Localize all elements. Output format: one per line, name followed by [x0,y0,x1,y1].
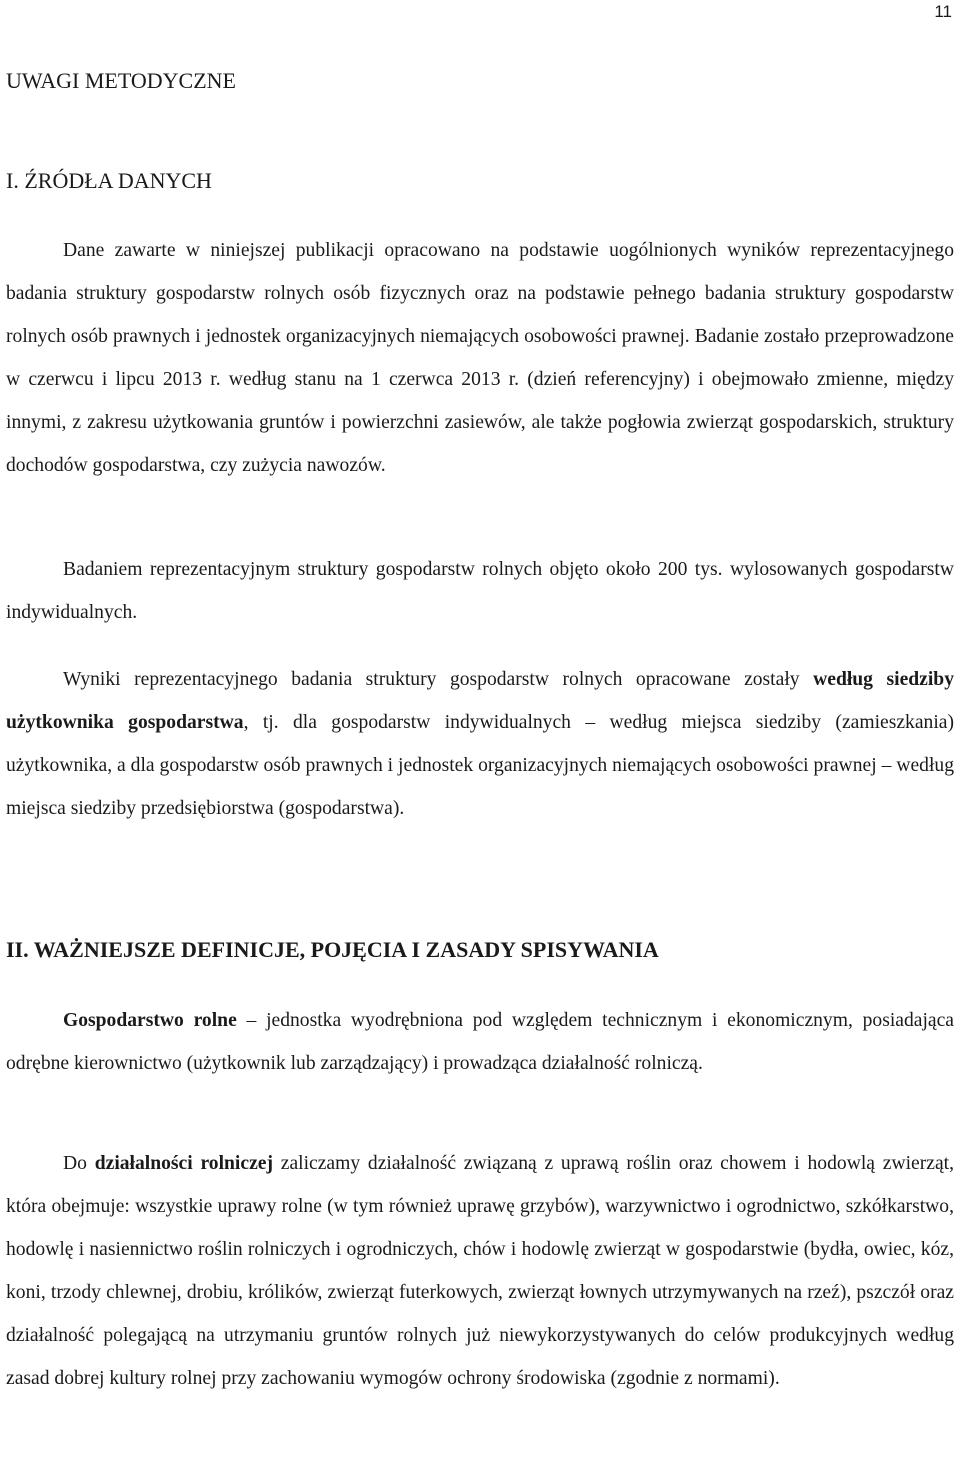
definition-text-dzialalnosc-rolnicza: zaliczamy działalność związaną z uprawą roślin oraz chowem i hodowlą zwierząt, która obejmuje: wszystkie uprawy rolne (w tym również uprawę grzybów), warzywnictwo i ogrodnictwo, szkółkarstwo, hodowlę i nasiennictwo roślin rolniczych i ogrodniczych, chów i hodowlę zwierząt w gospodarstwie (bydła, owiec, kóz, koni, trzody chlewnej, drobiu, królików, zwierząt futerkowych, zwierząt łownych utrzymywanych na rzeź), pszczół oraz działalność polegającą na utrzymaniu gruntów rolnych już niewykorzystywanych do celów produkcyjnych według zasad dobrej kultury rolnej przy zachowaniu wymogów ochrony środowiska (zgodnie z normami). [6,1153,954,1389]
section-1-paragraph-3-text-end: , tj. dla gospodarstw indywidualnych – według miejsca siedziby (zamieszkania) użytkownika, a dla gospodarstw osób prawnych i jednostek organizacyjnych niemających osobowości prawnej – według miejsca siedziby przedsiębiorstwa (gospodarstwa). [6,712,955,819]
section-1-paragraph-3-emphasis: według siedziby użytkownika gospodarstwa [6,669,954,733]
page-number: 11 [934,2,952,21]
section-1-paragraph-1-text: Dane zawarte w niniejszej publikacji opracowano na podstawie uogólnionych wyników reprezentacyjnego badania struktury gospodarstw rolnych osób fizycznych oraz na podstawie pełnego badania struktury gospodarstw rolnych osób prawnych i jednostek organizacyjnych niemających osobowości prawnej. Badanie zostało przeprowadzone w czerwcu i lipcu 2013 r. według stanu na 1 czerwca 2013 r. (dzień referencyjny) i obejmowało zmienne, między innymi, z zakresu użytkowania gruntów i powierzchni zasiewów, ale także pogłowia zwierząt gospodarskich, struktury dochodów gospodarstwa, czy zużycia nawozów. [6,240,954,476]
section-1-paragraph-3-text-start: Wyniki reprezentacyjnego badania struktury gospodarstw rolnych opracowane zostały [63,669,814,690]
section-1-paragraph-3 [6,658,954,830]
section-title: UWAGI METODYCZNE [6,68,236,93]
section-1-paragraph-2-text: Badaniem reprezentacyjnym struktury gospodarstw rolnych objęto około 200 tys. wylosowanych gospodarstw indywidualnych. [6,559,954,623]
definition-term-gospodarstwo-rolne: Gospodarstwo rolne [63,1010,237,1031]
definition-dzialalnosc-rolnicza [6,1142,954,1400]
section-2-heading: II. WAŻNIEJSZE DEFINICJE, POJĘCIA I ZASADY SPISYWANIA [6,937,659,962]
section-1-paragraph-1 [6,229,954,487]
section-1-paragraph-2 [6,548,954,634]
definition-term-dzialalnosc-rolnicza: działalności rolniczej [94,1153,273,1174]
definition-text-gospodarstwo-rolne: – jednostka wyodrębniona pod względem technicznym i ekonomicznym, posiadająca odrębne kierownictwo (użytkownik lub zarządzający) i prowadząca działalność rolniczą. [6,1010,955,1074]
section-1-heading: I. ŹRÓDŁA DANYCH [6,168,212,193]
definition-prefix-dzialalnosc-rolnicza: Do [63,1153,95,1174]
definition-gospodarstwo-rolne [6,999,954,1085]
